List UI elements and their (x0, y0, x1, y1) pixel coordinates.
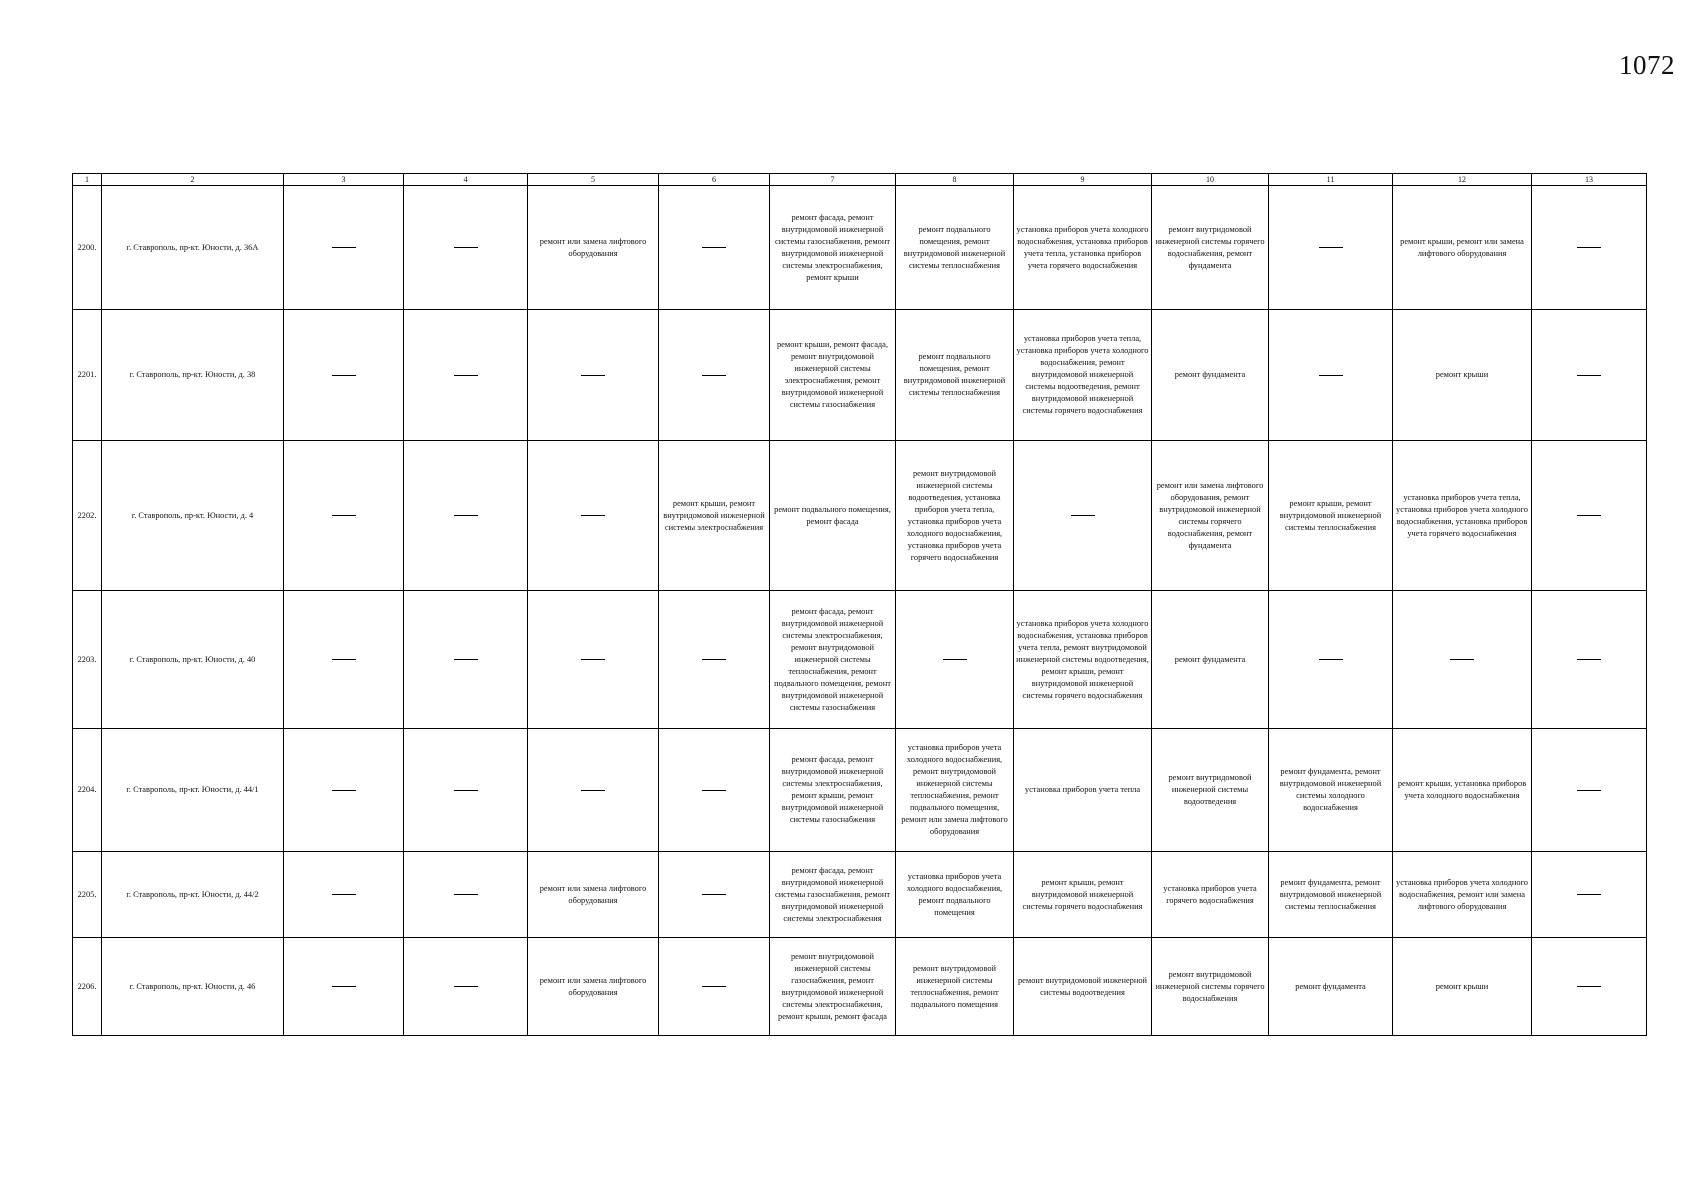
empty-dash (332, 894, 356, 895)
empty-dash (332, 790, 356, 791)
table-row (73, 310, 1647, 441)
work-cell (284, 441, 404, 591)
row-number: 2206. (73, 938, 102, 1036)
work-cell: ремонт крыши, ремонт внутридомовой инженерной системы электроснабжения (659, 441, 770, 591)
work-cell (528, 441, 659, 591)
work-cell: ремонт крыши (1393, 310, 1532, 441)
column-number: 13 (1532, 174, 1647, 186)
work-cell: ремонт крыши, ремонт внутридомовой инженерной системы горячего водоснабжения (1014, 852, 1152, 938)
work-cell (284, 938, 404, 1036)
work-cell (1532, 310, 1647, 441)
repair-schedule-table (72, 173, 1647, 1036)
table-row (73, 441, 1647, 591)
work-cell (404, 441, 528, 591)
empty-dash (332, 515, 356, 516)
empty-dash (581, 659, 605, 660)
work-cell (1532, 591, 1647, 729)
work-cell: ремонт внутридомовой инженерной системы газоснабжения, ремонт внутридомовой инженерной системы электроснабжения, ремонт крыши, ремонт фасада (770, 938, 896, 1036)
empty-dash (454, 515, 478, 516)
work-cell (404, 729, 528, 852)
row-number: 2201. (73, 310, 102, 441)
work-cell: ремонт фасада, ремонт внутридомовой инженерной системы электроснабжения, ремонт внутридомовой инженерной системы теплоснабжения, ремонт подвального помещения, ремонт внутридомовой инженерной системы газоснабжения (770, 591, 896, 729)
work-cell: ремонт крыши, ремонт или замена лифтового оборудования (1393, 186, 1532, 310)
work-cell: установка приборов учета тепла, установка приборов учета холодного водоснабжения, установка приборов учета горячего водоснабжения (1393, 441, 1532, 591)
work-cell (659, 591, 770, 729)
work-cell (659, 852, 770, 938)
empty-dash (1577, 375, 1601, 376)
empty-dash (1577, 894, 1601, 895)
row-number: 2203. (73, 591, 102, 729)
empty-dash (581, 790, 605, 791)
row-number: 2205. (73, 852, 102, 938)
empty-dash (332, 375, 356, 376)
work-cell (1532, 938, 1647, 1036)
column-number: 10 (1152, 174, 1269, 186)
table-row (73, 852, 1647, 938)
work-cell: ремонт крыши, ремонт внутридомовой инженерной системы теплоснабжения (1269, 441, 1393, 591)
work-cell (1393, 591, 1532, 729)
empty-dash (581, 515, 605, 516)
empty-dash (454, 659, 478, 660)
work-cell: ремонт фундамента (1269, 938, 1393, 1036)
empty-dash (943, 659, 967, 660)
work-cell: ремонт подвального помещения, ремонт фасада (770, 441, 896, 591)
column-number-row (73, 174, 1647, 186)
empty-dash (1450, 659, 1474, 660)
work-cell: ремонт внутридомовой инженерной системы водоотведения (1152, 729, 1269, 852)
work-cell: ремонт фундамента, ремонт внутридомовой инженерной системы теплоснабжения (1269, 852, 1393, 938)
work-cell: установка приборов учета тепла (1014, 729, 1152, 852)
table-row (73, 729, 1647, 852)
work-cell: ремонт внутридомовой инженерной системы водоотведения, установка приборов учета тепла, установка приборов учета холодного водоснабжения, установка приборов учета горячего водоснабжения (896, 441, 1014, 591)
work-cell: ремонт или замена лифтового оборудования (528, 186, 659, 310)
work-cell (528, 310, 659, 441)
address-cell: г. Ставрополь, пр-кт. Юности, д. 40 (102, 591, 284, 729)
empty-dash (702, 375, 726, 376)
row-number: 2204. (73, 729, 102, 852)
work-cell: ремонт внутридомовой инженерной системы теплоснабжения, ремонт подвального помещения (896, 938, 1014, 1036)
column-number: 9 (1014, 174, 1152, 186)
work-cell: ремонт или замена лифтового оборудования (528, 852, 659, 938)
address-cell: г. Ставрополь, пр-кт. Юности, д. 44/2 (102, 852, 284, 938)
empty-dash (1319, 247, 1343, 248)
work-cell (896, 591, 1014, 729)
work-cell (659, 310, 770, 441)
work-cell: ремонт внутридомовой инженерной системы горячего водоснабжения, ремонт фундамента (1152, 186, 1269, 310)
column-number: 11 (1269, 174, 1393, 186)
address-cell: г. Ставрополь, пр-кт. Юности, д. 36А (102, 186, 284, 310)
row-number: 2202. (73, 441, 102, 591)
work-cell: ремонт подвального помещения, ремонт внутридомовой инженерной системы теплоснабжения (896, 186, 1014, 310)
work-cell: ремонт фасада, ремонт внутридомовой инженерной системы газоснабжения, ремонт внутридомовой инженерной системы электроснабжения, ремонт крыши (770, 186, 896, 310)
column-number: 8 (896, 174, 1014, 186)
work-cell (284, 186, 404, 310)
column-number: 1 (73, 174, 102, 186)
work-cell (1269, 310, 1393, 441)
work-cell: ремонт фундамента, ремонт внутридомовой инженерной системы холодного водоснабжения (1269, 729, 1393, 852)
empty-dash (1577, 247, 1601, 248)
column-number: 12 (1393, 174, 1532, 186)
column-number: 7 (770, 174, 896, 186)
column-number: 6 (659, 174, 770, 186)
work-cell: ремонт фундамента (1152, 591, 1269, 729)
address-cell: г. Ставрополь, пр-кт. Юности, д. 38 (102, 310, 284, 441)
page-number: 1072 (1619, 50, 1675, 80)
empty-dash (1071, 515, 1095, 516)
work-cell: ремонт крыши, установка приборов учета холодного водоснабжения (1393, 729, 1532, 852)
work-cell: ремонт внутридомовой инженерной системы водоотведения (1014, 938, 1152, 1036)
work-cell: ремонт внутридомовой инженерной системы горячего водоснабжения (1152, 938, 1269, 1036)
column-number: 5 (528, 174, 659, 186)
empty-dash (702, 247, 726, 248)
work-cell (1532, 729, 1647, 852)
work-cell: установка приборов учета холодного водоснабжения, установка приборов учета тепла, ремонт внутридомовой инженерной системы водоотведения, ремонт крыши, ремонт внутридомовой инженерной системы горячего водоснабжения (1014, 591, 1152, 729)
work-cell (284, 852, 404, 938)
work-cell (284, 591, 404, 729)
empty-dash (1577, 659, 1601, 660)
empty-dash (702, 790, 726, 791)
work-cell (404, 938, 528, 1036)
empty-dash (332, 986, 356, 987)
address-cell: г. Ставрополь, пр-кт. Юности, д. 46 (102, 938, 284, 1036)
work-cell (1532, 852, 1647, 938)
empty-dash (454, 894, 478, 895)
empty-dash (702, 659, 726, 660)
row-number: 2200. (73, 186, 102, 310)
work-cell (1014, 441, 1152, 591)
empty-dash (1577, 515, 1601, 516)
empty-dash (454, 375, 478, 376)
work-cell (1269, 186, 1393, 310)
work-cell: установка приборов учета холодного водоснабжения, ремонт подвального помещения (896, 852, 1014, 938)
column-number: 3 (284, 174, 404, 186)
empty-dash (702, 894, 726, 895)
work-cell: установка приборов учета тепла, установка приборов учета холодного водоснабжения, ремонт внутридомовой инженерной системы водоотведения, ремонт внутридомовой инженерной системы горячего водоснабжения (1014, 310, 1152, 441)
work-cell (404, 852, 528, 938)
empty-dash (581, 375, 605, 376)
empty-dash (1319, 375, 1343, 376)
work-cell: ремонт фасада, ремонт внутридомовой инженерной системы электроснабжения, ремонт крыши, ремонт внутридомовой инженерной системы газоснабжения (770, 729, 896, 852)
empty-dash (1577, 986, 1601, 987)
work-cell: ремонт крыши (1393, 938, 1532, 1036)
work-cell (528, 591, 659, 729)
table-row (73, 938, 1647, 1036)
work-cell (404, 310, 528, 441)
work-cell: установка приборов учета холодного водоснабжения, ремонт внутридомовой инженерной системы теплоснабжения, ремонт подвального помещения, ремонт или замена лифтового оборудования (896, 729, 1014, 852)
work-cell: ремонт подвального помещения, ремонт внутридомовой инженерной системы теплоснабжения (896, 310, 1014, 441)
column-number: 2 (102, 174, 284, 186)
work-cell: установка приборов учета холодного водоснабжения, установка приборов учета тепла, установка приборов учета горячего водоснабжения (1014, 186, 1152, 310)
address-cell: г. Ставрополь, пр-кт. Юности, д. 44/1 (102, 729, 284, 852)
work-cell: ремонт крыши, ремонт фасада, ремонт внутридомовой инженерной системы электроснабжения, ремонт внутридомовой инженерной системы газоснабжения (770, 310, 896, 441)
work-cell (284, 729, 404, 852)
empty-dash (454, 986, 478, 987)
empty-dash (332, 659, 356, 660)
work-cell: установка приборов учета холодного водоснабжения, ремонт или замена лифтового оборудования (1393, 852, 1532, 938)
table-row (73, 591, 1647, 729)
work-cell (528, 729, 659, 852)
work-cell (404, 186, 528, 310)
work-cell (284, 310, 404, 441)
empty-dash (1577, 790, 1601, 791)
address-cell: г. Ставрополь, пр-кт. Юности, д. 4 (102, 441, 284, 591)
work-cell (1532, 186, 1647, 310)
empty-dash (454, 247, 478, 248)
empty-dash (702, 986, 726, 987)
empty-dash (1319, 659, 1343, 660)
work-cell: ремонт фасада, ремонт внутридомовой инженерной системы газоснабжения, ремонт внутридомовой инженерной системы электроснабжения (770, 852, 896, 938)
table-row (73, 186, 1647, 310)
work-cell (404, 591, 528, 729)
work-cell: ремонт или замена лифтового оборудования (528, 938, 659, 1036)
work-cell: установка приборов учета горячего водоснабжения (1152, 852, 1269, 938)
empty-dash (454, 790, 478, 791)
column-number: 4 (404, 174, 528, 186)
work-cell (659, 938, 770, 1036)
work-cell (1269, 591, 1393, 729)
work-cell (1532, 441, 1647, 591)
work-cell (659, 729, 770, 852)
work-cell: ремонт или замена лифтового оборудования, ремонт внутридомовой инженерной системы горячего водоснабжения, ремонт фундамента (1152, 441, 1269, 591)
empty-dash (332, 247, 356, 248)
work-cell (659, 186, 770, 310)
work-cell: ремонт фундамента (1152, 310, 1269, 441)
